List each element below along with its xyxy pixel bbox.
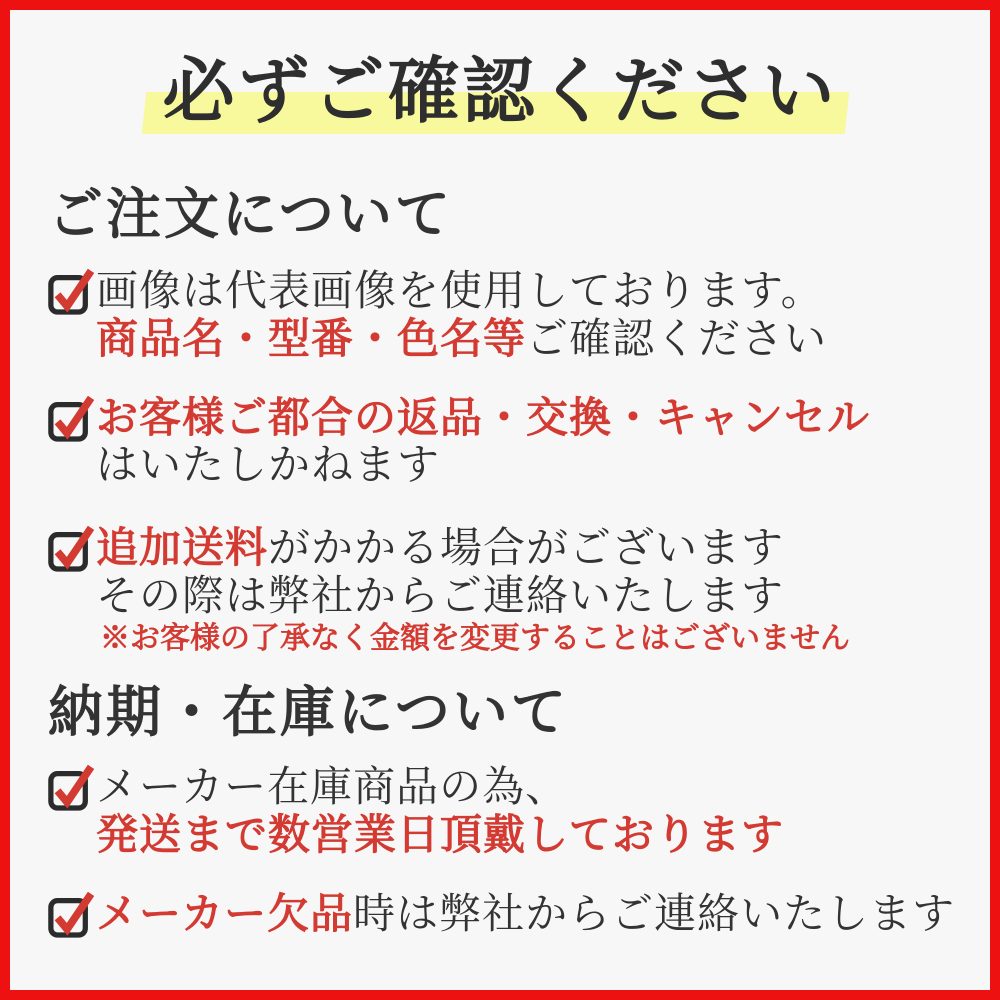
item-text — [96, 766, 784, 859]
notice-item — [48, 527, 956, 655]
item-line — [96, 444, 870, 489]
item-note-line — [96, 623, 850, 655]
item-line — [96, 893, 955, 938]
checkbox-checked-icon — [48, 762, 92, 812]
text-segment: がかかる場合がございます — [268, 526, 785, 573]
item-line — [96, 397, 870, 442]
checkbox-checked-icon — [48, 523, 92, 573]
text-segment: その際は弊社からご連絡いたします — [96, 574, 785, 621]
notice-item — [48, 270, 956, 363]
notice-item — [48, 397, 956, 490]
section-heading-stock: 納期・在庫について — [48, 682, 569, 744]
text-segment-emphasis: 商品名・型番・色名等 — [96, 316, 527, 363]
text-segment: はいたしかねます — [96, 443, 441, 490]
text-segment-emphasis: 追加送料 — [96, 526, 269, 573]
notice-content — [10, 183, 990, 940]
item-line — [96, 575, 850, 620]
page-title — [162, 52, 837, 133]
checkbox-checked-icon — [48, 266, 92, 316]
text-segment-emphasis: お客様ご都合の返品・交換・キャンセル — [96, 395, 871, 442]
item-line — [96, 766, 784, 811]
title-wrap — [10, 52, 990, 133]
text-segment: ご確認ください — [526, 316, 828, 363]
notice-item — [48, 766, 956, 859]
item-text — [96, 270, 827, 363]
item-text — [96, 893, 955, 938]
item-text — [96, 527, 850, 655]
checkbox-checked-icon — [48, 889, 92, 939]
checkbox-checked-icon — [48, 393, 92, 443]
text-segment: 画像は代表画像を使用しております。 — [96, 268, 824, 315]
section-heading-order: ご注文について — [48, 183, 453, 245]
notice-item — [48, 893, 956, 939]
text-segment-emphasis: ※お客様の了承なく金額を変更することはございません — [100, 622, 850, 656]
text-segment: メーカー在庫商品の為、 — [96, 765, 569, 812]
text-segment-emphasis: メーカー欠品 — [96, 892, 354, 939]
item-line — [96, 270, 827, 315]
page-title-text: 必ずご確認ください — [162, 52, 838, 132]
text-segment-emphasis: 発送まで数営業日頂戴しております — [96, 813, 785, 860]
item-line — [96, 814, 784, 859]
item-line — [96, 527, 850, 572]
text-segment: 時は弊社からご連絡いたします — [353, 892, 956, 939]
item-line — [96, 318, 827, 363]
item-text — [96, 397, 870, 490]
